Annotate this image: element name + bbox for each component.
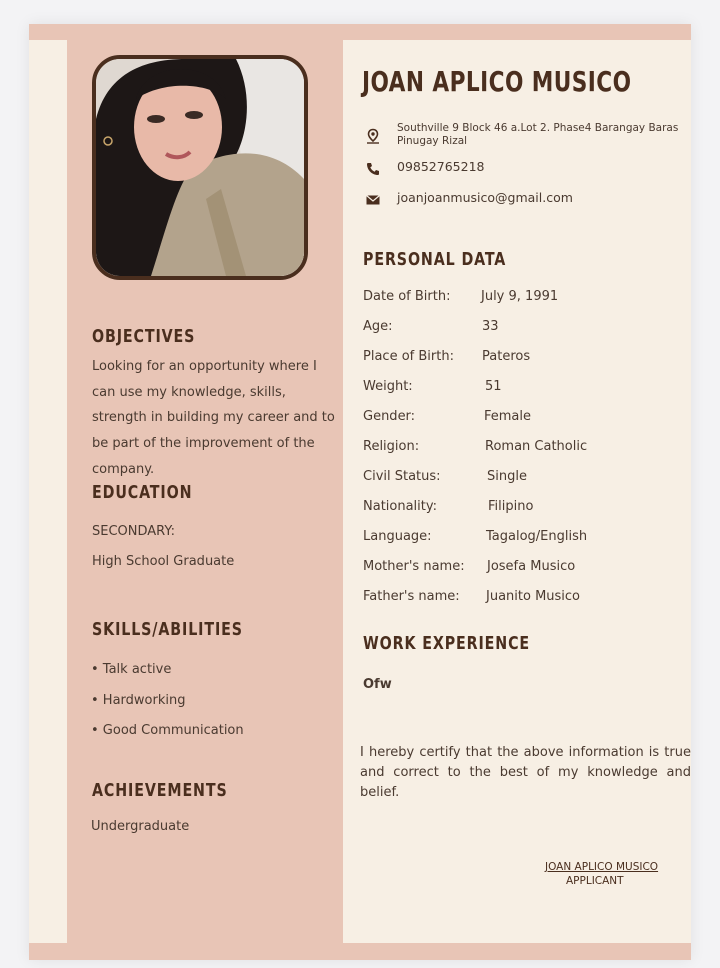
signature-name: JOAN APLICO MUSICO — [545, 861, 659, 873]
pd-value: Juanito Musico — [486, 589, 581, 604]
objectives-text: Looking for an opportunity where I can use my knowledge, skills, strength in building my career and to be part of the improvement of the company. — [92, 359, 335, 477]
education-detail: High School Graduate — [92, 554, 235, 569]
pd-label: Age: — [363, 319, 393, 334]
pd-value: Josefa Musico — [487, 559, 576, 574]
pd-value: Female — [484, 409, 532, 424]
pd-label: Place of Birth: — [363, 349, 454, 364]
phone-icon — [365, 161, 381, 177]
bottom-band — [29, 943, 691, 960]
resume-page — [29, 24, 691, 960]
profile-photo — [92, 55, 308, 280]
pd-value: Pateros — [482, 349, 531, 364]
skill-item: • Talk active — [91, 662, 172, 677]
pd-value: 51 — [485, 379, 502, 394]
personal-data-title: PERSONAL DATA — [363, 249, 507, 270]
pd-value: Tagalog/English — [486, 529, 588, 544]
pd-label: Mother's name: — [363, 559, 465, 574]
certification-text: I hereby certify that the above information is true and correct to the best of my knowledge and belief. — [360, 745, 691, 800]
pd-value: July 9, 1991 — [481, 289, 559, 304]
work-experience-title: WORK EXPERIENCE — [363, 633, 531, 654]
pd-label: Date of Birth: — [363, 289, 451, 304]
work-experience-item: Ofw — [363, 677, 392, 692]
skills-title: SKILLS/ABILITIES — [92, 619, 243, 640]
skill-item: • Hardworking — [91, 693, 186, 708]
achievements-title: ACHIEVEMENTS — [92, 780, 228, 801]
pd-value: Roman Catholic — [485, 439, 588, 454]
pd-label: Gender: — [363, 409, 416, 424]
pd-value: Single — [487, 469, 527, 484]
email-text: joanjoanmusico@gmail.com — [397, 190, 573, 205]
pd-label: Nationality: — [363, 499, 438, 514]
phone-text: 09852765218 — [397, 159, 485, 174]
location-pin-icon — [365, 128, 381, 144]
applicant-name: JOAN APLICO MUSICO — [362, 65, 632, 98]
objectives-title: OBJECTIVES — [92, 326, 196, 347]
envelope-icon — [365, 192, 381, 208]
pd-label: Religion: — [363, 439, 420, 454]
pd-label: Weight: — [363, 379, 413, 394]
signature-role: APPLICANT — [566, 875, 624, 887]
pd-value: 33 — [482, 319, 499, 334]
pd-label: Father's name: — [363, 589, 460, 604]
achievements-text: Undergraduate — [91, 819, 190, 834]
education-title: EDUCATION — [92, 482, 193, 503]
pd-label: Language: — [363, 529, 432, 544]
pd-label: Civil Status: — [363, 469, 441, 484]
top-band — [29, 24, 691, 40]
skill-item: • Good Communication — [91, 723, 244, 738]
pd-value: Filipino — [488, 499, 534, 514]
education-level: SECONDARY: — [92, 524, 175, 539]
address-text: Southville 9 Block 46 a.Lot 2. Phase4 Barangay Baras Pinugay Rizal — [397, 122, 679, 147]
